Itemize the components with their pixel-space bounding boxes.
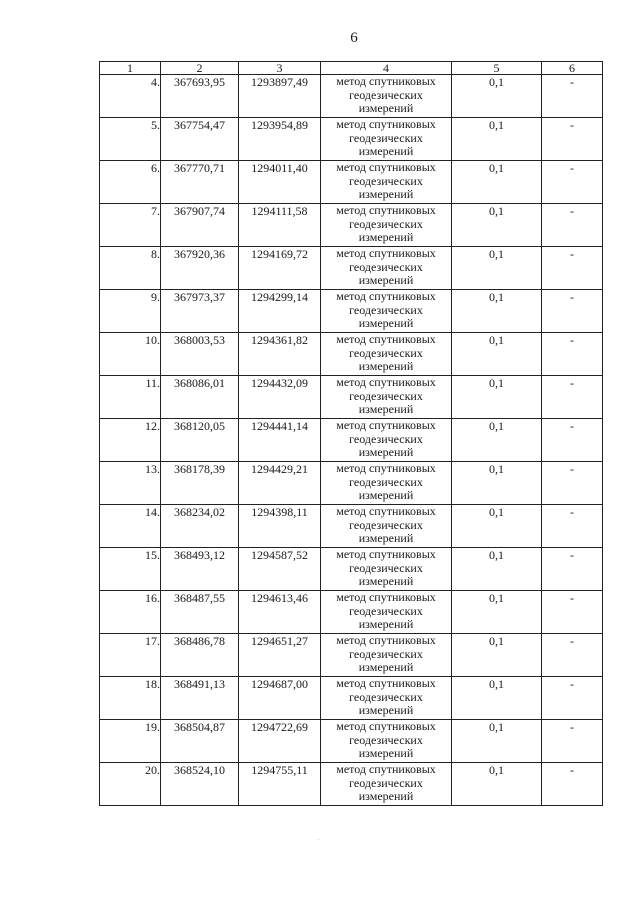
- method-line: измерений: [358, 488, 414, 502]
- method-line: измерений: [358, 746, 414, 760]
- method-line: геодезических: [349, 646, 423, 661]
- method-line: метод спутниковых: [336, 117, 436, 131]
- method-line: геодезических: [349, 345, 423, 360]
- point-number-cell: 4.: [100, 75, 161, 118]
- x-coordinate-cell: 368234,02: [161, 505, 239, 548]
- table-row: [100, 419, 603, 462]
- method-line: измерений: [358, 316, 414, 330]
- column6-cell: -: [542, 505, 603, 548]
- method-cell: [321, 505, 452, 548]
- table-row: [100, 161, 603, 204]
- method-line: метод спутниковых: [336, 504, 436, 518]
- accuracy-cell: 0,1: [452, 161, 542, 204]
- y-coordinate-cell: 1294361,82: [239, 333, 321, 376]
- x-coordinate-cell: 367770,71: [161, 161, 239, 204]
- method-line: измерений: [358, 574, 414, 588]
- accuracy-cell: 0,1: [452, 505, 542, 548]
- method-line: метод спутниковых: [336, 332, 436, 346]
- table-row: [100, 634, 603, 677]
- method-line: метод спутниковых: [336, 289, 436, 303]
- column6-cell: -: [542, 333, 603, 376]
- method-line: геодезических: [349, 431, 423, 446]
- x-coordinate-cell: 367973,37: [161, 290, 239, 333]
- x-coordinate-cell: 368003,53: [161, 333, 239, 376]
- table-row: [100, 720, 603, 763]
- x-coordinate-cell: 368524,10: [161, 763, 239, 806]
- table-row: [100, 247, 603, 290]
- table-row: [100, 505, 603, 548]
- column6-cell: -: [542, 677, 603, 720]
- accuracy-cell: 0,1: [452, 677, 542, 720]
- y-coordinate-cell: 1294722,69: [239, 720, 321, 763]
- method-cell: [321, 247, 452, 290]
- method-line: геодезических: [349, 689, 423, 704]
- table-row: [100, 677, 603, 720]
- method-line: измерений: [358, 230, 414, 244]
- column6-cell: -: [542, 591, 603, 634]
- method-line: геодезических: [349, 259, 423, 274]
- column6-cell: -: [542, 118, 603, 161]
- method-cell: [321, 419, 452, 462]
- column-header: 2: [161, 62, 239, 75]
- method-line: метод спутниковых: [336, 590, 436, 604]
- table-row: [100, 118, 603, 161]
- accuracy-cell: 0,1: [452, 333, 542, 376]
- x-coordinate-cell: 368504,87: [161, 720, 239, 763]
- accuracy-cell: 0,1: [452, 204, 542, 247]
- point-number-cell: 14.: [100, 505, 161, 548]
- method-line: геодезических: [349, 474, 423, 489]
- method-line: метод спутниковых: [336, 203, 436, 217]
- x-coordinate-cell: 368487,55: [161, 591, 239, 634]
- y-coordinate-cell: 1294755,11: [239, 763, 321, 806]
- table-row: [100, 548, 603, 591]
- column6-cell: -: [542, 204, 603, 247]
- x-coordinate-cell: 367693,95: [161, 75, 239, 118]
- table-body: [100, 75, 603, 806]
- method-line: метод спутниковых: [336, 719, 436, 733]
- y-coordinate-cell: 1294432,09: [239, 376, 321, 419]
- column6-cell: -: [542, 462, 603, 505]
- accuracy-cell: 0,1: [452, 290, 542, 333]
- column-header: 1: [100, 62, 161, 75]
- point-number-cell: 8.: [100, 247, 161, 290]
- table-row: [100, 204, 603, 247]
- point-number-cell: 5.: [100, 118, 161, 161]
- method-line: измерений: [358, 789, 414, 803]
- column6-cell: -: [542, 763, 603, 806]
- method-line: геодезических: [349, 302, 423, 317]
- accuracy-cell: 0,1: [452, 419, 542, 462]
- method-line: геодезических: [349, 517, 423, 532]
- table-row: [100, 462, 603, 505]
- method-cell: [321, 462, 452, 505]
- method-line: метод спутниковых: [336, 762, 436, 776]
- column-header: 5: [452, 62, 542, 75]
- method-cell: [321, 290, 452, 333]
- method-line: метод спутниковых: [336, 418, 436, 432]
- header-row: [100, 62, 603, 75]
- y-coordinate-cell: 1294429,21: [239, 462, 321, 505]
- table-row: [100, 75, 603, 118]
- method-cell: [321, 75, 452, 118]
- method-line: геодезических: [349, 775, 423, 790]
- table-row: [100, 376, 603, 419]
- method-line: измерений: [358, 101, 414, 115]
- accuracy-cell: 0,1: [452, 763, 542, 806]
- method-line: геодезических: [349, 130, 423, 145]
- column-header: 3: [239, 62, 321, 75]
- table-row: [100, 290, 603, 333]
- point-number-cell: 19.: [100, 720, 161, 763]
- method-line: измерений: [358, 359, 414, 373]
- point-number-cell: 9.: [100, 290, 161, 333]
- method-line: измерений: [358, 617, 414, 631]
- method-line: измерений: [358, 402, 414, 416]
- method-line: измерений: [358, 703, 414, 717]
- method-cell: [321, 376, 452, 419]
- method-line: измерений: [358, 187, 414, 201]
- method-line: метод спутниковых: [336, 461, 436, 475]
- y-coordinate-cell: 1294398,11: [239, 505, 321, 548]
- point-number-cell: 12.: [100, 419, 161, 462]
- accuracy-cell: 0,1: [452, 376, 542, 419]
- coordinates-table: [99, 61, 603, 806]
- method-line: метод спутниковых: [336, 633, 436, 647]
- method-line: метод спутниковых: [336, 74, 436, 88]
- column6-cell: -: [542, 376, 603, 419]
- method-line: метод спутниковых: [336, 676, 436, 690]
- method-line: геодезических: [349, 216, 423, 231]
- table-row: [100, 591, 603, 634]
- point-number-cell: 10.: [100, 333, 161, 376]
- y-coordinate-cell: 1293897,49: [239, 75, 321, 118]
- x-coordinate-cell: 368493,12: [161, 548, 239, 591]
- column6-cell: -: [542, 247, 603, 290]
- method-line: измерений: [358, 273, 414, 287]
- method-cell: [321, 634, 452, 677]
- column6-cell: -: [542, 75, 603, 118]
- method-line: метод спутниковых: [336, 375, 436, 389]
- accuracy-cell: 0,1: [452, 247, 542, 290]
- y-coordinate-cell: 1294111,58: [239, 204, 321, 247]
- x-coordinate-cell: 368491,13: [161, 677, 239, 720]
- method-line: геодезических: [349, 560, 423, 575]
- method-cell: [321, 763, 452, 806]
- method-line: метод спутниковых: [336, 246, 436, 260]
- method-cell: [321, 591, 452, 634]
- y-coordinate-cell: 1294299,14: [239, 290, 321, 333]
- x-coordinate-cell: 368178,39: [161, 462, 239, 505]
- accuracy-cell: 0,1: [452, 462, 542, 505]
- method-cell: [321, 333, 452, 376]
- scan-mark: .: [318, 836, 320, 842]
- method-line: геодезических: [349, 173, 423, 188]
- accuracy-cell: 0,1: [452, 118, 542, 161]
- column6-cell: -: [542, 161, 603, 204]
- method-cell: [321, 720, 452, 763]
- x-coordinate-cell: 368120,05: [161, 419, 239, 462]
- method-line: геодезических: [349, 87, 423, 102]
- table-row: [100, 333, 603, 376]
- x-coordinate-cell: 367907,74: [161, 204, 239, 247]
- column-header: 4: [321, 62, 452, 75]
- column-header: 6: [542, 62, 603, 75]
- method-line: геодезических: [349, 388, 423, 403]
- point-number-cell: 7.: [100, 204, 161, 247]
- column6-cell: -: [542, 548, 603, 591]
- method-line: измерений: [358, 445, 414, 459]
- point-number-cell: 6.: [100, 161, 161, 204]
- column6-cell: -: [542, 290, 603, 333]
- y-coordinate-cell: 1294587,52: [239, 548, 321, 591]
- method-cell: [321, 677, 452, 720]
- accuracy-cell: 0,1: [452, 720, 542, 763]
- method-cell: [321, 161, 452, 204]
- method-cell: [321, 118, 452, 161]
- point-number-cell: 16.: [100, 591, 161, 634]
- x-coordinate-cell: 368486,78: [161, 634, 239, 677]
- accuracy-cell: 0,1: [452, 75, 542, 118]
- method-line: метод спутниковых: [336, 547, 436, 561]
- method-line: метод спутниковых: [336, 160, 436, 174]
- point-number-cell: 15.: [100, 548, 161, 591]
- method-line: геодезических: [349, 732, 423, 747]
- page-number: 6: [350, 30, 358, 46]
- method-cell: [321, 204, 452, 247]
- column6-cell: -: [542, 419, 603, 462]
- y-coordinate-cell: 1294441,14: [239, 419, 321, 462]
- y-coordinate-cell: 1294651,27: [239, 634, 321, 677]
- accuracy-cell: 0,1: [452, 548, 542, 591]
- table-row: [100, 763, 603, 806]
- y-coordinate-cell: 1294613,46: [239, 591, 321, 634]
- y-coordinate-cell: 1293954,89: [239, 118, 321, 161]
- method-line: измерений: [358, 144, 414, 158]
- point-number-cell: 18.: [100, 677, 161, 720]
- point-number-cell: 20.: [100, 763, 161, 806]
- x-coordinate-cell: 367754,47: [161, 118, 239, 161]
- point-number-cell: 11.: [100, 376, 161, 419]
- method-cell: [321, 548, 452, 591]
- method-line: геодезических: [349, 603, 423, 618]
- column6-cell: -: [542, 720, 603, 763]
- x-coordinate-cell: 368086,01: [161, 376, 239, 419]
- point-number-cell: 17.: [100, 634, 161, 677]
- y-coordinate-cell: 1294687,00: [239, 677, 321, 720]
- accuracy-cell: 0,1: [452, 634, 542, 677]
- column6-cell: -: [542, 634, 603, 677]
- method-line: измерений: [358, 660, 414, 674]
- point-number-cell: 13.: [100, 462, 161, 505]
- y-coordinate-cell: 1294169,72: [239, 247, 321, 290]
- method-line: измерений: [358, 531, 414, 545]
- y-coordinate-cell: 1294011,40: [239, 161, 321, 204]
- x-coordinate-cell: 367920,36: [161, 247, 239, 290]
- accuracy-cell: 0,1: [452, 591, 542, 634]
